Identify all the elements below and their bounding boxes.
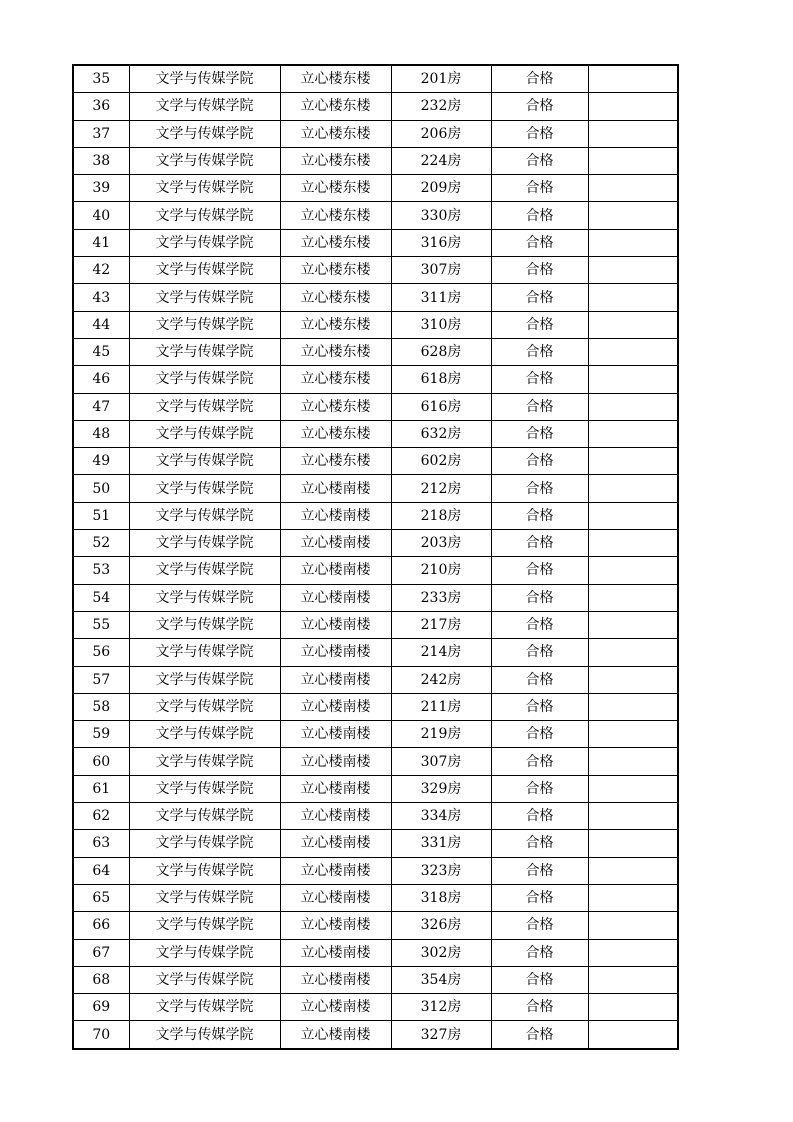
college-cell: 文学与传媒学院 (129, 1021, 280, 1049)
note-cell (588, 202, 678, 229)
note-cell (588, 284, 678, 311)
college-cell: 文学与传媒学院 (129, 93, 280, 120)
note-cell (588, 775, 678, 802)
building-cell: 立心楼南楼 (280, 939, 391, 966)
row-number-cell: 55 (73, 611, 129, 638)
room-cell: 628房 (391, 338, 491, 365)
room-cell: 203房 (391, 530, 491, 557)
result-cell: 合格 (491, 175, 588, 202)
table-row (73, 311, 678, 338)
note-cell (588, 639, 678, 666)
room-cell: 201房 (391, 65, 491, 93)
room-cell: 329房 (391, 775, 491, 802)
table-row (73, 939, 678, 966)
room-cell: 311房 (391, 284, 491, 311)
result-cell: 合格 (491, 420, 588, 447)
result-cell: 合格 (491, 721, 588, 748)
row-number-cell: 62 (73, 803, 129, 830)
row-number-cell: 47 (73, 393, 129, 420)
room-cell: 323房 (391, 857, 491, 884)
note-cell (588, 884, 678, 911)
building-cell: 立心楼东楼 (280, 448, 391, 475)
result-cell: 合格 (491, 1021, 588, 1049)
note-cell (588, 966, 678, 993)
table-row (73, 830, 678, 857)
row-number-cell: 66 (73, 912, 129, 939)
room-cell: 310房 (391, 311, 491, 338)
row-number-cell: 58 (73, 693, 129, 720)
college-cell: 文学与传媒学院 (129, 311, 280, 338)
result-cell: 合格 (491, 93, 588, 120)
building-cell: 立心楼东楼 (280, 257, 391, 284)
college-cell: 文学与传媒学院 (129, 120, 280, 147)
building-cell: 立心楼南楼 (280, 884, 391, 911)
note-cell (588, 257, 678, 284)
table-row (73, 748, 678, 775)
building-cell: 立心楼南楼 (280, 666, 391, 693)
note-cell (588, 366, 678, 393)
table-row (73, 448, 678, 475)
table-row (73, 666, 678, 693)
building-cell: 立心楼东楼 (280, 393, 391, 420)
note-cell (588, 65, 678, 93)
college-cell: 文学与传媒学院 (129, 639, 280, 666)
college-cell: 文学与传媒学院 (129, 530, 280, 557)
result-cell: 合格 (491, 147, 588, 174)
room-cell: 616房 (391, 393, 491, 420)
table-row (73, 120, 678, 147)
building-cell: 立心楼东楼 (280, 311, 391, 338)
table-row (73, 584, 678, 611)
room-cell: 212房 (391, 475, 491, 502)
result-cell: 合格 (491, 284, 588, 311)
row-number-cell: 57 (73, 666, 129, 693)
table-row (73, 639, 678, 666)
college-cell: 文学与传媒学院 (129, 939, 280, 966)
room-cell: 326房 (391, 912, 491, 939)
result-cell: 合格 (491, 748, 588, 775)
row-number-cell: 53 (73, 557, 129, 584)
table-row (73, 65, 678, 93)
building-cell: 立心楼南楼 (280, 830, 391, 857)
college-cell: 文学与传媒学院 (129, 830, 280, 857)
room-cell: 632房 (391, 420, 491, 447)
room-cell: 219房 (391, 721, 491, 748)
row-number-cell: 65 (73, 884, 129, 911)
note-cell (588, 912, 678, 939)
college-cell: 文学与传媒学院 (129, 338, 280, 365)
room-cell: 217房 (391, 611, 491, 638)
result-cell: 合格 (491, 994, 588, 1021)
building-cell: 立心楼南楼 (280, 475, 391, 502)
room-cell: 307房 (391, 748, 491, 775)
result-cell: 合格 (491, 584, 588, 611)
note-cell (588, 311, 678, 338)
college-cell: 文学与传媒学院 (129, 748, 280, 775)
room-cell: 224房 (391, 147, 491, 174)
college-cell: 文学与传媒学院 (129, 557, 280, 584)
table-row (73, 338, 678, 365)
college-cell: 文学与传媒学院 (129, 775, 280, 802)
row-number-cell: 68 (73, 966, 129, 993)
college-cell: 文学与传媒学院 (129, 966, 280, 993)
note-cell (588, 857, 678, 884)
table-row (73, 530, 678, 557)
college-cell: 文学与传媒学院 (129, 202, 280, 229)
row-number-cell: 69 (73, 994, 129, 1021)
result-cell: 合格 (491, 611, 588, 638)
college-cell: 文学与传媒学院 (129, 584, 280, 611)
room-cell: 218房 (391, 502, 491, 529)
table-row (73, 912, 678, 939)
row-number-cell: 54 (73, 584, 129, 611)
building-cell: 立心楼东楼 (280, 284, 391, 311)
note-cell (588, 120, 678, 147)
row-number-cell: 45 (73, 338, 129, 365)
row-number-cell: 44 (73, 311, 129, 338)
row-number-cell: 50 (73, 475, 129, 502)
building-cell: 立心楼南楼 (280, 639, 391, 666)
college-cell: 文学与传媒学院 (129, 257, 280, 284)
note-cell (588, 530, 678, 557)
note-cell (588, 994, 678, 1021)
college-cell: 文学与传媒学院 (129, 884, 280, 911)
result-cell: 合格 (491, 775, 588, 802)
result-cell: 合格 (491, 257, 588, 284)
result-cell: 合格 (491, 202, 588, 229)
row-number-cell: 39 (73, 175, 129, 202)
room-cell: 618房 (391, 366, 491, 393)
building-cell: 立心楼东楼 (280, 366, 391, 393)
room-cell: 302房 (391, 939, 491, 966)
table-row (73, 93, 678, 120)
building-cell: 立心楼东楼 (280, 175, 391, 202)
row-number-cell: 35 (73, 65, 129, 93)
result-cell: 合格 (491, 803, 588, 830)
result-cell: 合格 (491, 393, 588, 420)
building-cell: 立心楼东楼 (280, 202, 391, 229)
room-cell: 330房 (391, 202, 491, 229)
college-cell: 文学与传媒学院 (129, 693, 280, 720)
row-number-cell: 60 (73, 748, 129, 775)
result-cell: 合格 (491, 966, 588, 993)
table-row (73, 229, 678, 256)
college-cell: 文学与传媒学院 (129, 721, 280, 748)
result-cell: 合格 (491, 475, 588, 502)
college-cell: 文学与传媒学院 (129, 147, 280, 174)
result-cell: 合格 (491, 884, 588, 911)
note-cell (588, 939, 678, 966)
college-cell: 文学与传媒学院 (129, 912, 280, 939)
table-row (73, 884, 678, 911)
table-row (73, 693, 678, 720)
building-cell: 立心楼南楼 (280, 912, 391, 939)
row-number-cell: 43 (73, 284, 129, 311)
building-cell: 立心楼南楼 (280, 584, 391, 611)
inspection-table (72, 64, 679, 1050)
result-cell: 合格 (491, 530, 588, 557)
building-cell: 立心楼南楼 (280, 611, 391, 638)
note-cell (588, 584, 678, 611)
table-row (73, 202, 678, 229)
room-cell: 209房 (391, 175, 491, 202)
college-cell: 文学与传媒学院 (129, 175, 280, 202)
table-row (73, 475, 678, 502)
building-cell: 立心楼南楼 (280, 748, 391, 775)
college-cell: 文学与传媒学院 (129, 393, 280, 420)
note-cell (588, 338, 678, 365)
result-cell: 合格 (491, 65, 588, 93)
building-cell: 立心楼东楼 (280, 338, 391, 365)
note-cell (588, 557, 678, 584)
table-row (73, 557, 678, 584)
note-cell (588, 229, 678, 256)
row-number-cell: 59 (73, 721, 129, 748)
note-cell (588, 175, 678, 202)
table-row (73, 257, 678, 284)
college-cell: 文学与传媒学院 (129, 284, 280, 311)
table-row (73, 611, 678, 638)
table-body (73, 65, 678, 1049)
room-cell: 211房 (391, 693, 491, 720)
table-row (73, 994, 678, 1021)
college-cell: 文学与传媒学院 (129, 65, 280, 93)
note-cell (588, 448, 678, 475)
building-cell: 立心楼东楼 (280, 147, 391, 174)
table-row (73, 284, 678, 311)
room-cell: 312房 (391, 994, 491, 1021)
college-cell: 文学与传媒学院 (129, 666, 280, 693)
room-cell: 316房 (391, 229, 491, 256)
table-row (73, 1021, 678, 1049)
building-cell: 立心楼南楼 (280, 994, 391, 1021)
result-cell: 合格 (491, 939, 588, 966)
note-cell (588, 803, 678, 830)
room-cell: 318房 (391, 884, 491, 911)
room-cell: 232房 (391, 93, 491, 120)
building-cell: 立心楼南楼 (280, 803, 391, 830)
inspection-table-container (72, 64, 677, 1050)
building-cell: 立心楼东楼 (280, 229, 391, 256)
result-cell: 合格 (491, 639, 588, 666)
building-cell: 立心楼南楼 (280, 530, 391, 557)
result-cell: 合格 (491, 448, 588, 475)
row-number-cell: 52 (73, 530, 129, 557)
note-cell (588, 721, 678, 748)
table-row (73, 966, 678, 993)
college-cell: 文学与传媒学院 (129, 502, 280, 529)
result-cell: 合格 (491, 338, 588, 365)
row-number-cell: 70 (73, 1021, 129, 1049)
result-cell: 合格 (491, 120, 588, 147)
room-cell: 334房 (391, 803, 491, 830)
note-cell (588, 393, 678, 420)
table-row (73, 857, 678, 884)
note-cell (588, 147, 678, 174)
building-cell: 立心楼南楼 (280, 775, 391, 802)
room-cell: 327房 (391, 1021, 491, 1049)
result-cell: 合格 (491, 666, 588, 693)
note-cell (588, 420, 678, 447)
table-row (73, 775, 678, 802)
college-cell: 文学与传媒学院 (129, 611, 280, 638)
row-number-cell: 41 (73, 229, 129, 256)
row-number-cell: 37 (73, 120, 129, 147)
room-cell: 210房 (391, 557, 491, 584)
room-cell: 233房 (391, 584, 491, 611)
building-cell: 立心楼南楼 (280, 966, 391, 993)
note-cell (588, 830, 678, 857)
building-cell: 立心楼南楼 (280, 557, 391, 584)
room-cell: 602房 (391, 448, 491, 475)
note-cell (588, 611, 678, 638)
building-cell: 立心楼南楼 (280, 857, 391, 884)
table-row (73, 803, 678, 830)
row-number-cell: 63 (73, 830, 129, 857)
college-cell: 文学与传媒学院 (129, 475, 280, 502)
result-cell: 合格 (491, 311, 588, 338)
note-cell (588, 666, 678, 693)
building-cell: 立心楼南楼 (280, 721, 391, 748)
row-number-cell: 36 (73, 93, 129, 120)
college-cell: 文学与传媒学院 (129, 857, 280, 884)
result-cell: 合格 (491, 857, 588, 884)
building-cell: 立心楼南楼 (280, 1021, 391, 1049)
table-row (73, 175, 678, 202)
row-number-cell: 38 (73, 147, 129, 174)
table-row (73, 502, 678, 529)
room-cell: 206房 (391, 120, 491, 147)
result-cell: 合格 (491, 830, 588, 857)
table-row (73, 420, 678, 447)
table-row (73, 721, 678, 748)
note-cell (588, 475, 678, 502)
building-cell: 立心楼东楼 (280, 120, 391, 147)
building-cell: 立心楼东楼 (280, 65, 391, 93)
room-cell: 331房 (391, 830, 491, 857)
note-cell (588, 1021, 678, 1049)
building-cell: 立心楼东楼 (280, 93, 391, 120)
college-cell: 文学与传媒学院 (129, 420, 280, 447)
row-number-cell: 51 (73, 502, 129, 529)
row-number-cell: 49 (73, 448, 129, 475)
note-cell (588, 748, 678, 775)
room-cell: 307房 (391, 257, 491, 284)
college-cell: 文学与传媒学院 (129, 448, 280, 475)
room-cell: 354房 (391, 966, 491, 993)
table-row (73, 393, 678, 420)
room-cell: 242房 (391, 666, 491, 693)
result-cell: 合格 (491, 229, 588, 256)
row-number-cell: 67 (73, 939, 129, 966)
row-number-cell: 64 (73, 857, 129, 884)
college-cell: 文学与传媒学院 (129, 229, 280, 256)
room-cell: 214房 (391, 639, 491, 666)
note-cell (588, 693, 678, 720)
building-cell: 立心楼南楼 (280, 693, 391, 720)
college-cell: 文学与传媒学院 (129, 366, 280, 393)
result-cell: 合格 (491, 912, 588, 939)
note-cell (588, 93, 678, 120)
row-number-cell: 42 (73, 257, 129, 284)
row-number-cell: 56 (73, 639, 129, 666)
building-cell: 立心楼南楼 (280, 502, 391, 529)
college-cell: 文学与传媒学院 (129, 994, 280, 1021)
result-cell: 合格 (491, 366, 588, 393)
row-number-cell: 61 (73, 775, 129, 802)
row-number-cell: 46 (73, 366, 129, 393)
result-cell: 合格 (491, 557, 588, 584)
college-cell: 文学与传媒学院 (129, 803, 280, 830)
note-cell (588, 502, 678, 529)
result-cell: 合格 (491, 693, 588, 720)
building-cell: 立心楼东楼 (280, 420, 391, 447)
row-number-cell: 40 (73, 202, 129, 229)
table-row (73, 366, 678, 393)
row-number-cell: 48 (73, 420, 129, 447)
table-row (73, 147, 678, 174)
result-cell: 合格 (491, 502, 588, 529)
